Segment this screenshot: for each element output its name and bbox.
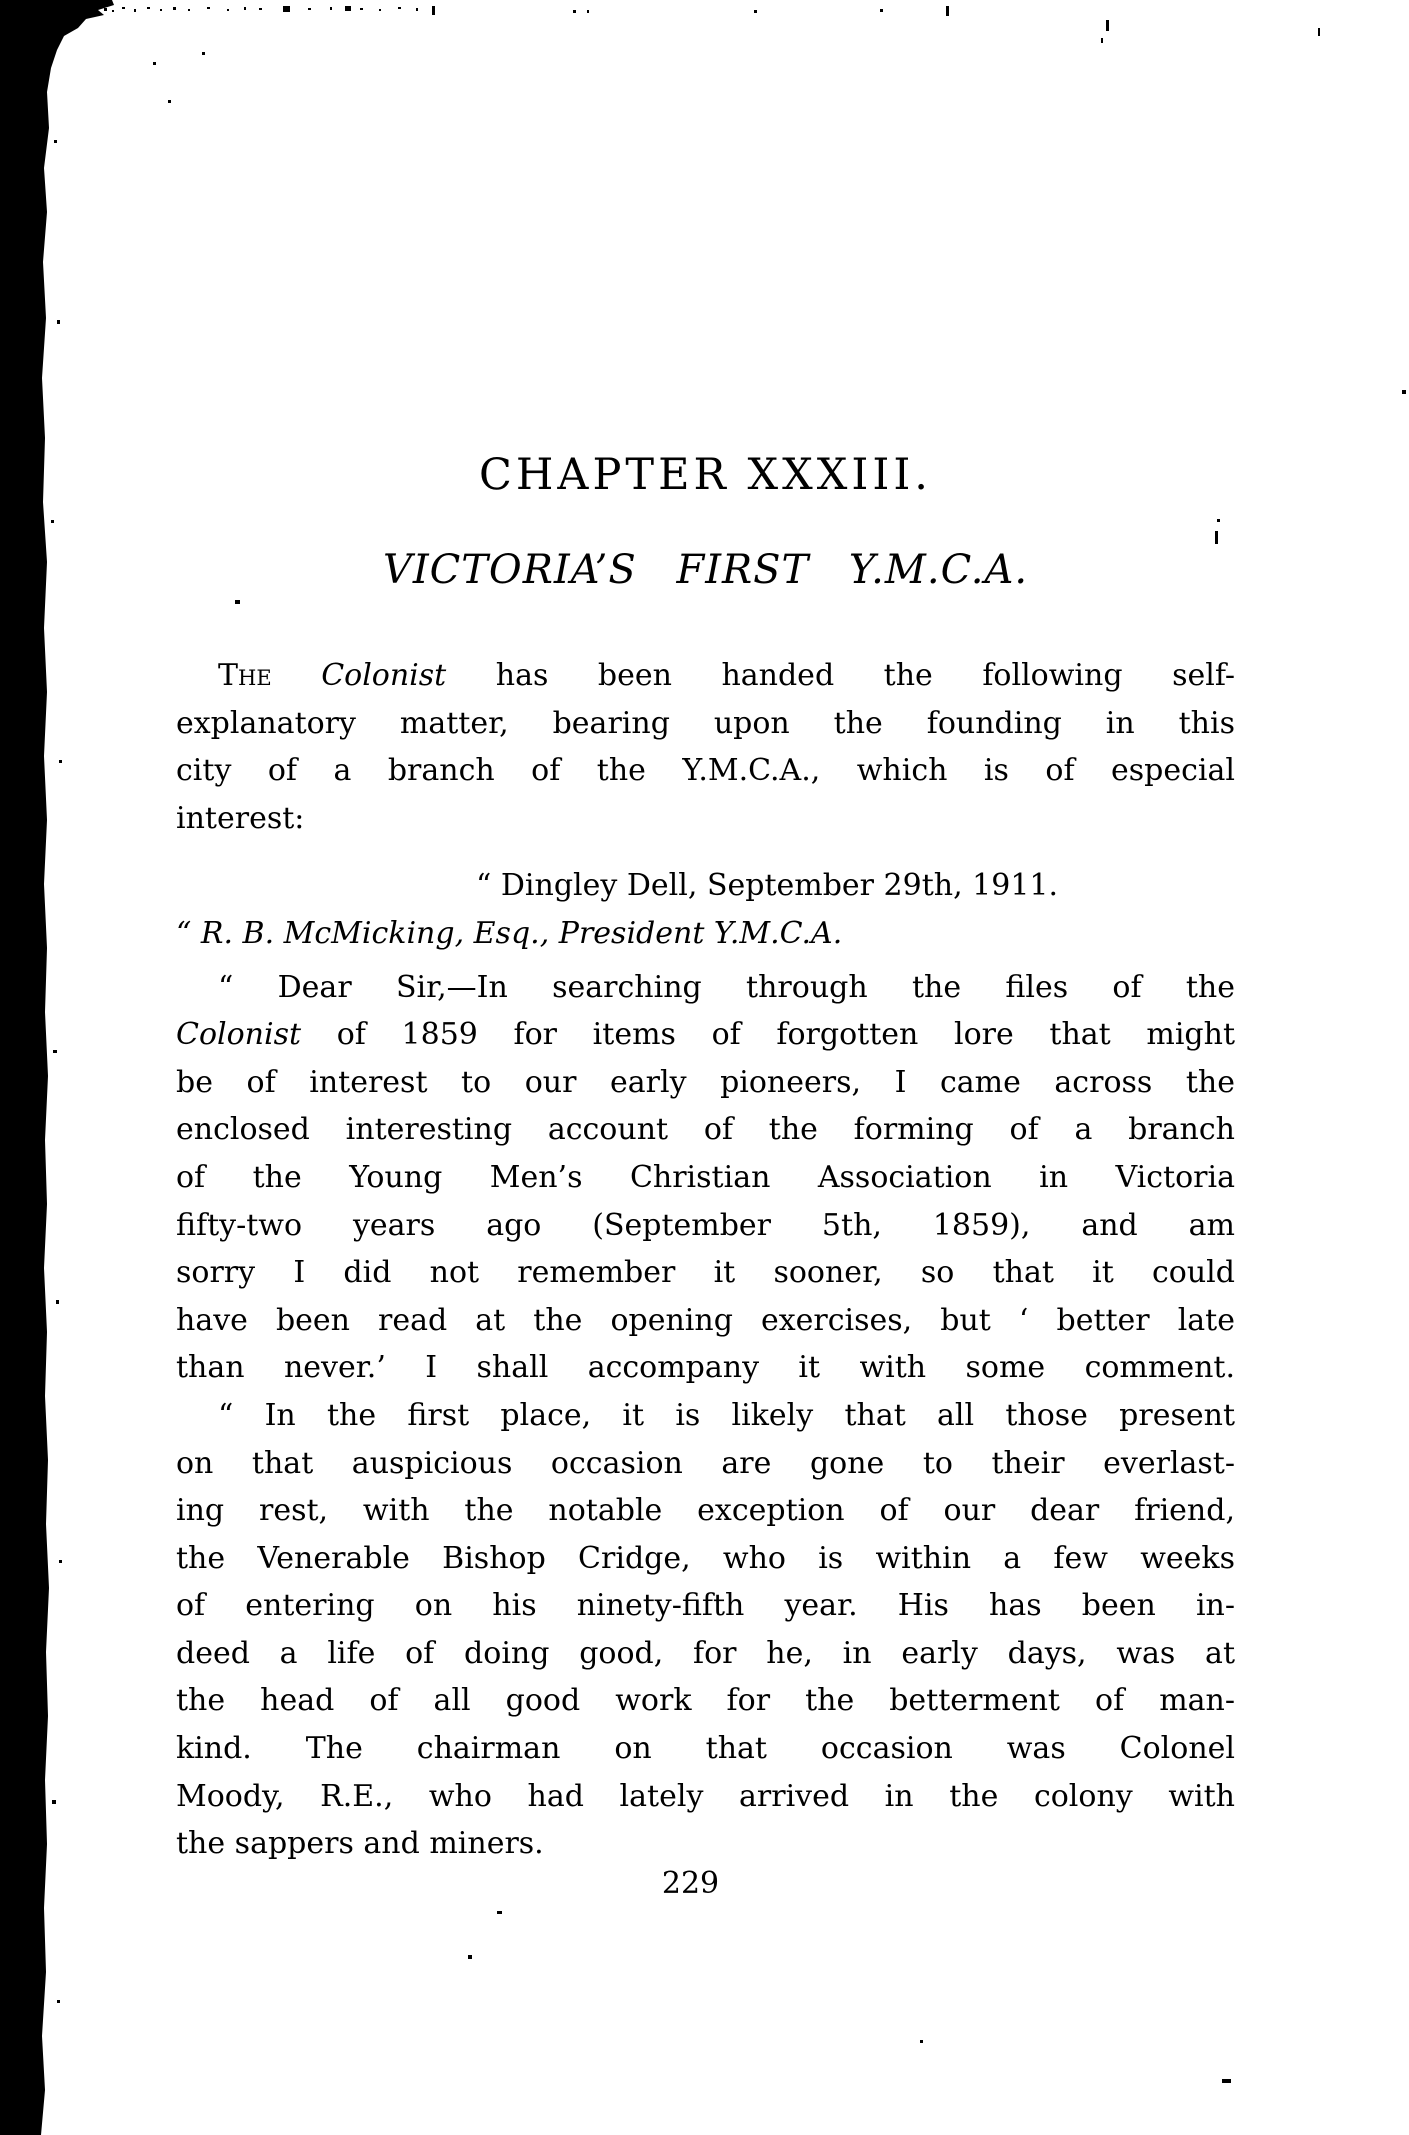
scan-speck [308, 8, 311, 10]
scan-speck [122, 7, 125, 9]
scan-speck [1106, 20, 1109, 31]
scan-speck [54, 140, 57, 143]
text-run: kind. The chairman on that occasion was Colonel [176, 1731, 1235, 1767]
text-line [176, 1154, 1235, 1202]
chapter-heading: CHAPTER XXXIII. [479, 450, 932, 500]
text-line [176, 1297, 1235, 1345]
text-run: sorry I did not remember it sooner, so that it could [176, 1255, 1235, 1291]
text-line [176, 1820, 1235, 1868]
scan-speck [573, 10, 576, 13]
text-run: Moody, R.E., who had lately arrived in the colony with [176, 1778, 1235, 1814]
scan-speck [173, 7, 176, 10]
scan-speck [1222, 2079, 1231, 2083]
scan-speck [360, 8, 363, 10]
text-run: have been read at the opening exercises, but ‘ better late [176, 1302, 1235, 1338]
text-run: of 1859 for items of forgotten lore that might [301, 1017, 1235, 1053]
text-run: ing rest, with the notable exception of our dear friend, [176, 1493, 1235, 1529]
scan-speck [244, 7, 246, 10]
text-line [176, 1202, 1235, 1250]
scan-speck [946, 6, 949, 16]
text-run: of entering on his ninety-fifth year. His has been in- [176, 1588, 1235, 1624]
scan-speck [52, 1800, 56, 1804]
scan-speck [587, 10, 589, 13]
text-run: “ Dear Sir,—In searching through the files of the [218, 969, 1235, 1005]
letter-addressee: “ R. B. McMicking, Esq., President Y.M.C.A. [176, 915, 843, 951]
scan-speck [53, 1050, 57, 1053]
text-line [176, 1725, 1235, 1773]
scan-speck [468, 1955, 472, 1959]
scan-speck [432, 6, 435, 15]
scan-speck [416, 8, 418, 11]
text-run: has been handed the following self- [446, 658, 1235, 693]
scan-speck [207, 7, 210, 9]
text-line [176, 700, 1235, 748]
scan-speck [283, 6, 290, 12]
text-line [176, 1582, 1235, 1630]
binding-edge-shadow [0, 0, 170, 2135]
scan-speck [147, 7, 150, 9]
text-run: on that auspicious occasion are gone to their everlast- [176, 1445, 1235, 1481]
text-run: explanatory matter, bearing upon the founding in this [176, 705, 1235, 741]
scan-speck [398, 7, 401, 9]
text-line [176, 1344, 1235, 1392]
text-run: Colonist [321, 658, 447, 693]
text-line [176, 1535, 1235, 1583]
text-line [176, 1011, 1235, 1059]
text-line [176, 1059, 1235, 1107]
text-line [176, 1773, 1235, 1821]
scan-speck [134, 9, 136, 12]
text-line [176, 652, 1235, 700]
scan-speck [1101, 38, 1103, 43]
scan-speck [57, 2000, 60, 2003]
scan-speck [59, 1560, 62, 1563]
text-run: be of interest to our early pioneers, I came across the [176, 1064, 1235, 1100]
scan-speck [153, 62, 156, 65]
page-number: 229 [661, 1865, 720, 1901]
text-run: of the Young Men’s Christian Association in Victoria [176, 1159, 1235, 1195]
scan-speck [104, 8, 107, 11]
text-line [176, 1392, 1235, 1440]
scan-speck [497, 1911, 502, 1914]
paragraph-letter-1 [176, 964, 1235, 1392]
scan-speck [880, 9, 883, 12]
text-run: than never.’ I shall accompany it with some comment. [176, 1350, 1235, 1386]
scan-speck [1318, 28, 1320, 36]
text-line [176, 747, 1235, 795]
text-line [176, 1440, 1235, 1488]
text-run: city of a branch of the Y.M.C.A., which is of especial [176, 753, 1235, 789]
text-line [176, 1106, 1235, 1154]
scan-speck [112, 10, 114, 12]
text-run: The [218, 658, 322, 693]
text-run: the head of all good work for the betterment of man- [176, 1683, 1235, 1719]
scan-speck [345, 6, 351, 11]
scan-speck [57, 320, 60, 324]
scan-speck [330, 7, 332, 10]
text-line [176, 1677, 1235, 1725]
chapter-subtitle: VICTORIA’S FIRST Y.M.C.A. [382, 547, 1029, 593]
text-run: “ In the first place, it is likely that all those present [218, 1397, 1235, 1433]
scan-speck [379, 9, 381, 11]
text-line [176, 1630, 1235, 1678]
scan-speck [202, 52, 205, 55]
text-run: enclosed interesting account of the forming of a branch [176, 1112, 1235, 1148]
text-run: the Venerable Bishop Cridge, who is within a few weeks [176, 1540, 1235, 1576]
text-run: Colonist [176, 1017, 302, 1053]
scan-speck [160, 9, 162, 11]
scan-speck [754, 10, 757, 13]
text-run: interest: [176, 800, 305, 836]
text-line [176, 964, 1235, 1012]
text-run: fifty-two years ago (September 5th, 1859), and am [176, 1207, 1235, 1243]
text-run: the sappers and miners. [176, 1826, 544, 1862]
text-line [176, 1249, 1235, 1297]
text-line [176, 795, 1235, 843]
letter-dateline: “ Dingley Dell, September 29th, 1911. [476, 868, 1059, 904]
page-content [176, 452, 1235, 1906]
scan-speck [227, 9, 229, 11]
scan-speck [188, 9, 190, 11]
scan-speck [259, 8, 262, 10]
paragraph-letter-2 [176, 1392, 1235, 1868]
paragraph-intro [176, 652, 1235, 842]
scan-speck [59, 760, 62, 763]
scan-speck [920, 2040, 923, 2043]
scan-speck [56, 1300, 59, 1304]
text-run: deed a life of doing good, for he, in early days, was at [176, 1635, 1235, 1671]
scan-speck [168, 100, 171, 103]
scan-speck [51, 520, 54, 523]
scan-speck [1402, 390, 1406, 394]
text-line [176, 1487, 1235, 1535]
